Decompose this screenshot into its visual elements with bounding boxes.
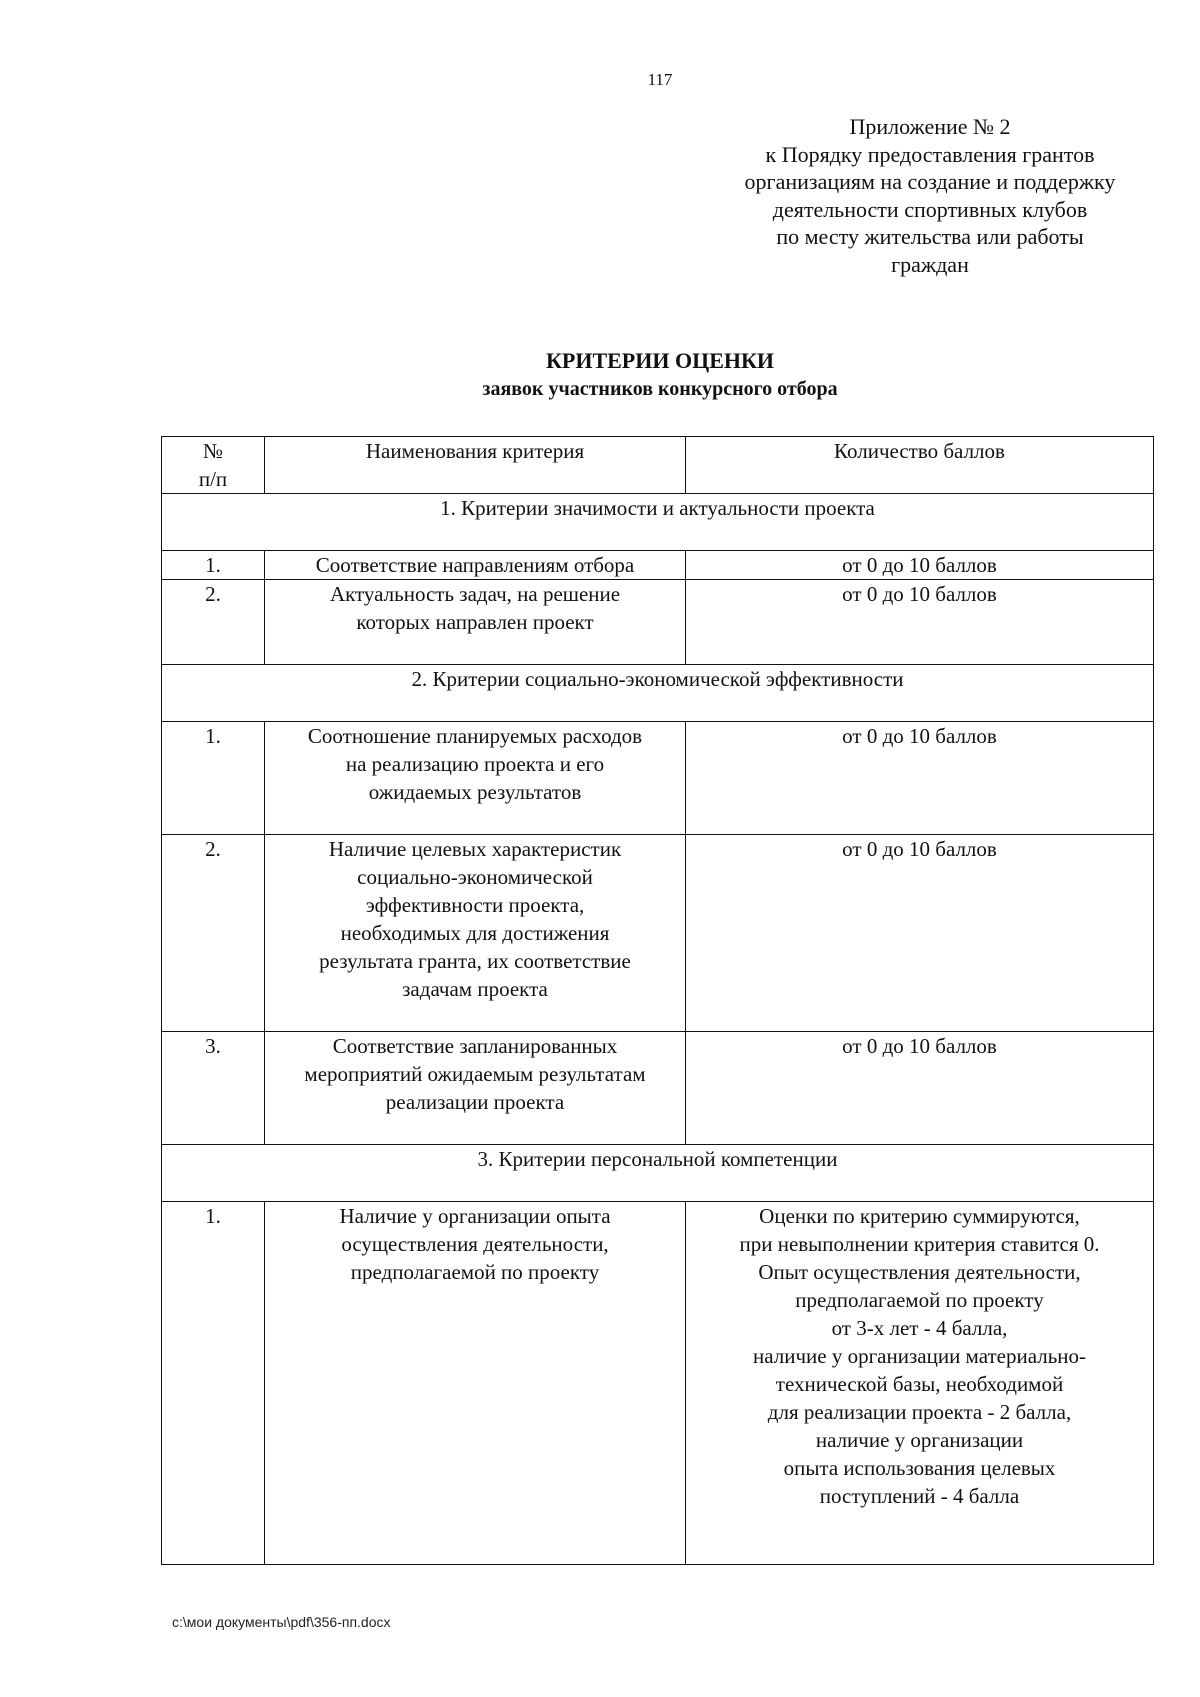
section-row <box>162 665 1154 722</box>
table-row <box>162 722 1154 835</box>
file-path-footer: c:\мои документы\pdf\356-пп.docx <box>172 1614 391 1630</box>
table-row <box>162 580 1154 665</box>
score-line: от 0 до 10 баллов <box>842 1034 997 1058</box>
score-line: Опыт осуществления деятельности, <box>758 1260 1081 1284</box>
score-line: наличие у организации материально- <box>752 1344 1087 1368</box>
appendix-note <box>720 113 1140 278</box>
table-row <box>162 835 1154 1032</box>
criterion-score <box>686 551 1154 580</box>
criterion-name <box>265 1032 686 1145</box>
criterion-line: реализации проекта <box>385 1090 565 1114</box>
criterion-score <box>686 1032 1154 1145</box>
criterion-line: эффективности проекта, <box>365 893 585 917</box>
header-num-label: № <box>202 439 224 463</box>
criterion-line: Соответствие запланированных <box>332 1034 618 1058</box>
header-score-cell <box>686 437 1154 494</box>
appendix-line: граждан <box>891 251 969 277</box>
criterion-line: Наличие у организации опыта <box>339 1204 611 1228</box>
criterion-line: задачам проекта <box>402 977 548 1001</box>
criterion-score <box>686 580 1154 665</box>
section-title: 2. Критерии социально-экономической эффективности <box>162 665 1154 722</box>
criterion-line: на реализацию проекта и его <box>345 752 605 776</box>
row-number: 1. <box>162 551 265 580</box>
criterion-score <box>686 1202 1154 1565</box>
criterion-line: Наличие целевых характеристик <box>328 837 622 861</box>
criterion-line: которых направлен проект <box>356 610 594 634</box>
header-name-cell <box>265 437 686 494</box>
section-title: 1. Критерии значимости и актуальности проекта <box>162 494 1154 551</box>
criterion-line: Актуальность задач, на решение <box>329 582 621 606</box>
criterion-score <box>686 722 1154 835</box>
table-row <box>162 1032 1154 1145</box>
row-number: 2. <box>162 835 265 1032</box>
score-line: от 3-х лет - 4 балла, <box>831 1316 1008 1340</box>
section-title: 3. Критерии персональной компетенции <box>162 1145 1154 1202</box>
score-line: при невыполнении критерия ставится 0. <box>739 1232 1100 1256</box>
document-title: КРИТЕРИИ ОЦЕНКИ <box>545 348 775 373</box>
criterion-line: Соответствие направлениям отбора <box>315 553 635 577</box>
criterion-name <box>265 835 686 1032</box>
header-score-label: Количество баллов <box>834 439 1005 463</box>
criterion-name <box>265 580 686 665</box>
criterion-line: осуществления деятельности, <box>341 1232 609 1256</box>
row-number: 2. <box>162 580 265 665</box>
criterion-name <box>265 1202 686 1565</box>
score-line: Оценки по критерию суммируются, <box>759 1204 1080 1228</box>
score-line: технической базы, необходимой <box>775 1372 1064 1396</box>
criterion-line: предполагаемой по проекту <box>350 1260 600 1284</box>
header-num-label: п/п <box>198 467 228 491</box>
row-number: 3. <box>162 1032 265 1145</box>
criterion-line: необходимых для достижения <box>340 921 610 945</box>
score-line: от 0 до 10 баллов <box>842 724 997 748</box>
appendix-line: организациям на создание и поддержку <box>744 169 1116 194</box>
score-line: от 0 до 10 баллов <box>842 582 997 606</box>
criterion-name <box>265 722 686 835</box>
score-line: наличие у организации <box>815 1428 1024 1452</box>
score-line: от 0 до 10 баллов <box>842 837 997 861</box>
score-line: поступлений - 4 балла <box>819 1484 1020 1508</box>
table-row <box>162 551 1154 580</box>
criterion-score <box>686 835 1154 1032</box>
criteria-table <box>161 436 1154 1565</box>
header-num-cell <box>162 437 265 494</box>
criterion-line: ожидаемых результатов <box>368 780 582 804</box>
score-line: от 0 до 10 баллов <box>842 553 997 577</box>
section-row <box>162 1145 1154 1202</box>
appendix-line: деятельности спортивных клубов <box>772 196 1088 222</box>
score-line: для реализации проекта - 2 балла, <box>767 1400 1072 1424</box>
score-line: предполагаемой по проекту <box>795 1288 1044 1312</box>
appendix-line: по месту жительства или работы <box>776 224 1084 249</box>
table-header-row <box>162 437 1154 494</box>
row-number: 1. <box>162 722 265 835</box>
section-row <box>162 494 1154 551</box>
criterion-line: результата гранта, их соответствие <box>319 949 631 973</box>
criterion-line: Соотношение планируемых расходов <box>307 724 643 748</box>
page-number: 117 <box>647 70 673 89</box>
header-name-label: Наименования критерия <box>365 439 585 463</box>
appendix-line: к Порядку предоставления грантов <box>765 141 1095 167</box>
appendix-line: Приложение № 2 <box>849 114 1011 139</box>
criterion-name <box>265 551 686 580</box>
document-subtitle: заявок участников конкурсного отбора <box>482 378 838 400</box>
criterion-line: мероприятий ожидаемым результатам <box>304 1062 646 1086</box>
row-number: 1. <box>162 1202 265 1565</box>
criterion-line: социально-экономической <box>357 865 593 889</box>
table-row <box>162 1202 1154 1565</box>
score-line: опыта использования целевых <box>783 1456 1056 1480</box>
